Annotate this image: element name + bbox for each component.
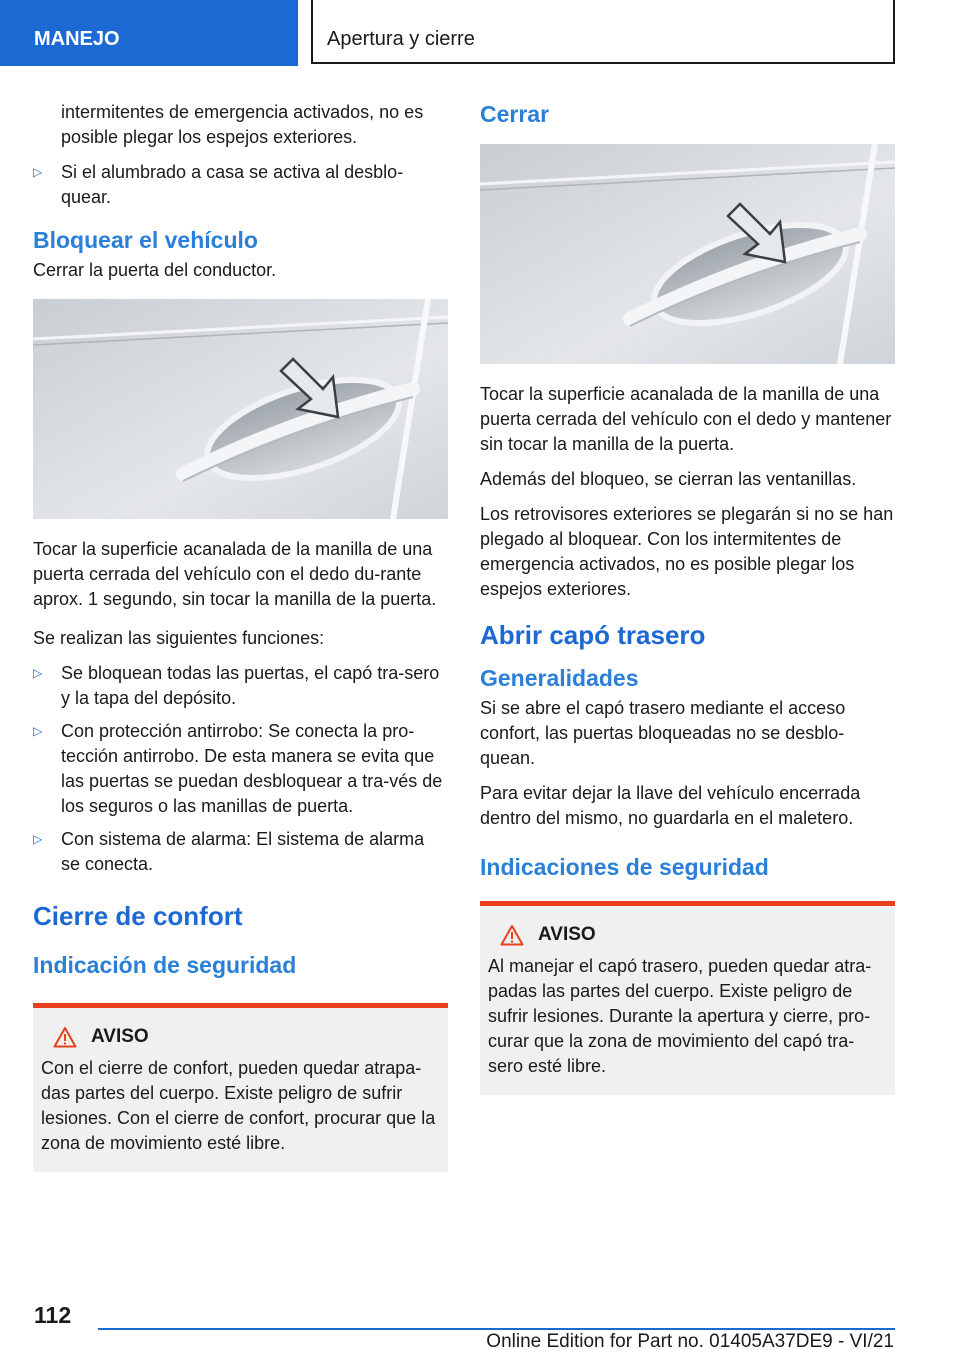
continued-paragraph: intermitentes de emergencia activados, no es posible plegar los espejos exteriores. xyxy=(61,102,424,147)
close-paragraph: Tocar la superficie acanalada de la manilla de una puerta cerrada del vehículo con el dedo y mantener sin tocar la manilla de la puerta. xyxy=(480,384,892,454)
functions-list xyxy=(33,661,448,877)
left-column xyxy=(33,100,448,1172)
lock-paragraph: Tocar la superficie acanalada de la manilla de una puerta cerrada del vehículo con el dedo du-rante aprox. 1 segundo, sin tocar la manilla de la puerta. xyxy=(33,539,437,609)
list-item-text: Se bloquean todas las puertas, el capó tra-sero y la tapa del depósito. xyxy=(61,663,440,708)
warning-triangle-icon xyxy=(53,1026,77,1048)
triangle-bullet-icon: ▷ xyxy=(33,666,43,680)
list-item xyxy=(33,827,448,877)
footer-divider xyxy=(98,1328,895,1330)
section-tab[interactable]: MANEJO xyxy=(0,0,298,66)
functions-intro: Se realizan las siguientes funciones: xyxy=(33,628,325,648)
page-header xyxy=(0,0,960,66)
lock-vehicle-heading: Bloquear el vehículo xyxy=(33,227,258,253)
door-handle-image xyxy=(33,299,448,519)
warning-box xyxy=(33,1003,448,1172)
mirrors-paragraph: Los retrovisores exteriores se plegarán si no se han plegado al bloquear. Con los intermitentes de emergencia activados, no es posible plegar los espejos exteriores. xyxy=(480,504,894,599)
list-item xyxy=(33,661,448,711)
close-heading: Cerrar xyxy=(480,101,550,127)
safety-note-heading: Indicación de seguridad xyxy=(33,952,297,978)
right-column xyxy=(480,100,895,1095)
warning-text: Con el cierre de confort, pueden quedar atrapa-das partes del cuerpo. Existe peligro de sufrir lesiones. Con el cierre de confort, procurar que la zona de movimiento esté libre. xyxy=(41,1058,436,1153)
safety-notes-heading: Indicaciones de seguridad xyxy=(480,854,769,880)
general-heading: Generalidades xyxy=(480,665,639,691)
warning-header xyxy=(500,924,887,946)
list-item-text: Si el alumbrado a casa se activa al desblo-quear. xyxy=(61,162,404,207)
edition-note: Online Edition for Part no. 01405A37DE9 - VI/21 xyxy=(486,1331,894,1352)
warning-title: AVISO xyxy=(538,924,596,945)
warning-title: AVISO xyxy=(91,1026,149,1047)
triangle-bullet-icon: ▷ xyxy=(33,165,43,179)
triangle-bullet-icon: ▷ xyxy=(33,724,43,738)
list-item-text: Con protección antirrobo: Se conecta la pro-tección antirrobo. De esta manera se evita que las puertas se puedan desbloquear a tra-vés de los seguros o las manillas de puerta. xyxy=(61,721,443,816)
chapter-title: Apertura y cierre xyxy=(311,0,895,64)
page-number: 112 xyxy=(34,1302,72,1328)
list-item-text: Con sistema de alarma: El sistema de alarma se conecta. xyxy=(61,829,425,874)
warning-header xyxy=(53,1026,440,1048)
lock-intro: Cerrar la puerta del conductor. xyxy=(33,260,277,280)
general-paragraph-1: Si se abre el capó trasero mediante el acceso confort, las puertas bloqueadas no se desblo-quean. xyxy=(480,698,846,768)
trunk-heading: Abrir capó trasero xyxy=(480,620,706,650)
warning-box xyxy=(480,901,895,1095)
door-handle-image xyxy=(480,144,895,364)
list-item xyxy=(33,160,448,210)
general-paragraph-2: Para evitar dejar la llave del vehículo encerrada dentro del mismo, no guardarla en el maletero. xyxy=(480,783,861,828)
continued-list xyxy=(33,160,448,210)
warning-text: Al manejar el capó trasero, pueden quedar atra-padas las partes del cuerpo. Existe peligro de sufrir lesiones. Durante la apertura y cierre, pro-curar que la zona de movimiento del capó tra-sero esté libre. xyxy=(488,956,872,1076)
triangle-bullet-icon: ▷ xyxy=(33,832,43,846)
warning-triangle-icon xyxy=(500,924,524,946)
comfort-close-heading: Cierre de confort xyxy=(33,901,243,931)
windows-paragraph: Además del bloqueo, se cierran las ventanillas. xyxy=(480,469,857,489)
list-item xyxy=(33,719,448,819)
